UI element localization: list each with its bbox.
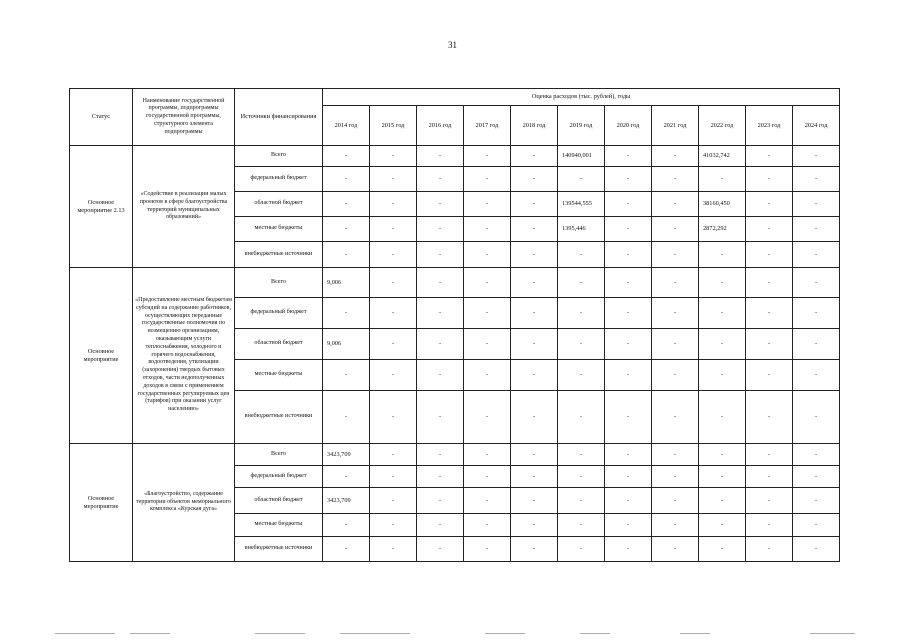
value-cell: - <box>699 268 746 298</box>
value-cell: 139544,555 <box>558 192 605 217</box>
funding-source-cell: федеральный бюджет <box>235 167 323 192</box>
header-year: 2015 год <box>370 106 417 146</box>
description-cell: «Благоустройство, содержание территории объектов мемориального комплекса «Курская дуга» <box>133 444 235 562</box>
funding-source-cell: внебюджетные источники <box>235 537 323 562</box>
value-cell: - <box>464 444 511 466</box>
value-cell: - <box>464 488 511 514</box>
value-cell: - <box>793 537 840 562</box>
value-cell: - <box>746 488 793 514</box>
value-cell: - <box>323 146 370 167</box>
value-cell: - <box>793 329 840 360</box>
status-cell: Основное мероприятие 2.13 <box>70 146 133 268</box>
value-cell: - <box>323 167 370 192</box>
value-cell: - <box>793 466 840 488</box>
value-cell: - <box>652 329 699 360</box>
status-cell: Основное мероприятие <box>70 268 133 444</box>
value-cell: - <box>793 444 840 466</box>
value-cell: - <box>746 217 793 242</box>
funding-source-cell: внебюджетные источники <box>235 242 323 268</box>
value-cell: - <box>793 167 840 192</box>
value-cell: - <box>417 298 464 329</box>
value-cell: - <box>417 391 464 444</box>
value-cell: - <box>605 217 652 242</box>
value-cell: - <box>464 217 511 242</box>
value-cell: - <box>323 192 370 217</box>
value-cell: - <box>464 391 511 444</box>
header-year: 2014 год <box>323 106 370 146</box>
header-year: 2021 год <box>652 106 699 146</box>
value-cell: - <box>699 514 746 537</box>
value-cell: - <box>605 444 652 466</box>
value-cell: - <box>511 268 558 298</box>
value-cell: - <box>511 360 558 391</box>
value-cell: - <box>417 167 464 192</box>
value-cell: - <box>746 298 793 329</box>
header-year: 2020 год <box>605 106 652 146</box>
value-cell: - <box>605 391 652 444</box>
value-cell: 3423,709 <box>323 488 370 514</box>
value-cell: - <box>511 391 558 444</box>
table-row <box>70 444 840 466</box>
header-year: 2022 год <box>699 106 746 146</box>
value-cell: - <box>652 242 699 268</box>
value-cell: 3423,709 <box>323 444 370 466</box>
value-cell: - <box>464 298 511 329</box>
table-body <box>70 146 840 562</box>
value-cell: - <box>370 217 417 242</box>
value-cell: - <box>417 146 464 167</box>
value-cell: - <box>605 329 652 360</box>
value-cell: - <box>793 514 840 537</box>
value-cell: - <box>558 514 605 537</box>
value-cell: - <box>793 391 840 444</box>
value-cell: - <box>605 167 652 192</box>
value-cell: - <box>699 242 746 268</box>
value-cell: - <box>417 268 464 298</box>
value-cell: - <box>793 488 840 514</box>
value-cell: - <box>511 444 558 466</box>
funding-source-cell: Всего <box>235 268 323 298</box>
header-program-name: Наименование государственной программы, подпрограммы государственной программы, структурного элемента подпрограммы <box>133 89 235 146</box>
value-cell: - <box>746 192 793 217</box>
value-cell: - <box>699 488 746 514</box>
value-cell: - <box>511 329 558 360</box>
value-cell: - <box>511 466 558 488</box>
value-cell: - <box>464 167 511 192</box>
value-cell: - <box>464 466 511 488</box>
value-cell: - <box>370 146 417 167</box>
value-cell: - <box>652 298 699 329</box>
value-cell: - <box>370 488 417 514</box>
value-cell: - <box>605 242 652 268</box>
value-cell: - <box>652 167 699 192</box>
value-cell: - <box>605 192 652 217</box>
value-cell: - <box>558 298 605 329</box>
value-cell: - <box>793 298 840 329</box>
value-cell: - <box>464 146 511 167</box>
value-cell: - <box>417 488 464 514</box>
value-cell: - <box>370 360 417 391</box>
funding-source-cell: местные бюджеты <box>235 217 323 242</box>
value-cell: - <box>699 444 746 466</box>
value-cell: - <box>558 537 605 562</box>
value-cell: - <box>370 167 417 192</box>
value-cell: - <box>323 217 370 242</box>
value-cell: - <box>370 242 417 268</box>
value-cell: - <box>417 329 464 360</box>
value-cell: - <box>558 360 605 391</box>
value-cell: - <box>370 391 417 444</box>
value-cell: - <box>652 360 699 391</box>
funding-source-cell: Всего <box>235 444 323 466</box>
value-cell: - <box>464 537 511 562</box>
value-cell: - <box>511 537 558 562</box>
value-cell: - <box>699 329 746 360</box>
value-cell: - <box>605 146 652 167</box>
value-cell: - <box>417 514 464 537</box>
value-cell: - <box>605 514 652 537</box>
value-cell: - <box>370 466 417 488</box>
value-cell: - <box>746 329 793 360</box>
description-cell: «Предоставление местным бюджетам субсидий на содержание работников, осуществляющих переданные государственные полномочия по возмещению организациям, оказывающим услуги теплоснабжения, холодного и горячего водоснабжения, водоотведения, утилизации (захоронения) твердых бытовых отходов, части недополученных доходов в связи с применением государственных регулируемых цен (тарифов) при оказании услуг населению» <box>133 268 235 444</box>
value-cell: - <box>746 167 793 192</box>
header-status: Статус <box>70 89 133 146</box>
value-cell: - <box>605 268 652 298</box>
value-cell: - <box>417 360 464 391</box>
funding-source-cell: федеральный бюджет <box>235 298 323 329</box>
value-cell: 140940,001 <box>558 146 605 167</box>
value-cell: - <box>464 360 511 391</box>
value-cell: - <box>558 167 605 192</box>
header-sources: Источники финансирования <box>235 89 323 146</box>
value-cell: - <box>464 242 511 268</box>
value-cell: - <box>417 217 464 242</box>
value-cell: 2872,292 <box>699 217 746 242</box>
value-cell: - <box>370 268 417 298</box>
value-cell: - <box>652 488 699 514</box>
value-cell: - <box>699 298 746 329</box>
value-cell: - <box>511 514 558 537</box>
header-year: 2017 год <box>464 106 511 146</box>
value-cell: - <box>323 514 370 537</box>
value-cell: - <box>558 391 605 444</box>
funding-source-cell: местные бюджеты <box>235 360 323 391</box>
value-cell: - <box>511 298 558 329</box>
value-cell: - <box>652 514 699 537</box>
value-cell: - <box>605 360 652 391</box>
value-cell: - <box>511 242 558 268</box>
value-cell: - <box>417 444 464 466</box>
value-cell: 38160,450 <box>699 192 746 217</box>
value-cell: - <box>793 146 840 167</box>
value-cell: - <box>746 268 793 298</box>
header-year: 2016 год <box>417 106 464 146</box>
value-cell: 9,006 <box>323 268 370 298</box>
value-cell: - <box>746 360 793 391</box>
value-cell: - <box>511 488 558 514</box>
value-cell: - <box>699 391 746 444</box>
value-cell: - <box>605 298 652 329</box>
value-cell: - <box>746 466 793 488</box>
header-year: 2024 год <box>793 106 840 146</box>
value-cell: - <box>370 537 417 562</box>
value-cell: - <box>605 466 652 488</box>
value-cell: - <box>746 514 793 537</box>
value-cell: - <box>746 146 793 167</box>
value-cell: - <box>464 268 511 298</box>
value-cell: - <box>746 537 793 562</box>
value-cell: - <box>323 298 370 329</box>
value-cell: - <box>511 167 558 192</box>
value-cell: - <box>793 242 840 268</box>
value-cell: - <box>511 192 558 217</box>
value-cell: - <box>370 192 417 217</box>
value-cell: - <box>370 298 417 329</box>
table-row <box>70 268 840 298</box>
value-cell: - <box>652 192 699 217</box>
value-cell: - <box>370 444 417 466</box>
value-cell: - <box>699 537 746 562</box>
value-cell: - <box>652 444 699 466</box>
value-cell: - <box>746 444 793 466</box>
value-cell: - <box>793 360 840 391</box>
funding-source-cell: федеральный бюджет <box>235 466 323 488</box>
value-cell: - <box>605 488 652 514</box>
value-cell: - <box>417 466 464 488</box>
value-cell: - <box>793 192 840 217</box>
value-cell: - <box>464 514 511 537</box>
funding-source-cell: внебюджетные источники <box>235 391 323 444</box>
value-cell: 41032,742 <box>699 146 746 167</box>
value-cell: - <box>652 537 699 562</box>
value-cell: - <box>558 466 605 488</box>
header-year: 2019 год <box>558 106 605 146</box>
funding-source-cell: областной бюджет <box>235 488 323 514</box>
value-cell: - <box>323 466 370 488</box>
funding-source-cell: областной бюджет <box>235 329 323 360</box>
value-cell: - <box>652 217 699 242</box>
value-cell: - <box>323 360 370 391</box>
value-cell: - <box>652 268 699 298</box>
page-number: 31 <box>448 40 457 50</box>
value-cell: 1395,446 <box>558 217 605 242</box>
status-cell: Основное мероприятие <box>70 444 133 562</box>
scan-artifacts <box>40 633 870 636</box>
value-cell: - <box>323 242 370 268</box>
funding-source-cell: местные бюджеты <box>235 514 323 537</box>
value-cell: - <box>370 329 417 360</box>
value-cell: - <box>605 537 652 562</box>
header-year: 2023 год <box>746 106 793 146</box>
value-cell: - <box>558 242 605 268</box>
value-cell: - <box>558 488 605 514</box>
budget-table <box>69 88 840 562</box>
table-row <box>70 146 840 167</box>
value-cell: - <box>699 466 746 488</box>
value-cell: - <box>464 192 511 217</box>
value-cell: - <box>417 192 464 217</box>
value-cell: - <box>417 537 464 562</box>
description-cell: «Содействие в реализации малых проектов в сфере благоустройства территорий муниципальных образований» <box>133 146 235 268</box>
header-estimate: Оценка расходов (тыс. рублей), годы <box>323 89 840 106</box>
value-cell: - <box>699 360 746 391</box>
header-year: 2018 год <box>511 106 558 146</box>
value-cell: - <box>699 167 746 192</box>
value-cell: - <box>417 242 464 268</box>
funding-source-cell: областной бюджет <box>235 192 323 217</box>
value-cell: - <box>793 268 840 298</box>
value-cell: - <box>652 466 699 488</box>
value-cell: - <box>652 391 699 444</box>
value-cell: - <box>558 444 605 466</box>
value-cell: - <box>323 537 370 562</box>
value-cell: - <box>793 217 840 242</box>
value-cell: - <box>511 146 558 167</box>
value-cell: - <box>652 146 699 167</box>
funding-source-cell: Всего <box>235 146 323 167</box>
value-cell: - <box>511 217 558 242</box>
value-cell: - <box>558 268 605 298</box>
value-cell: - <box>558 329 605 360</box>
value-cell: - <box>323 391 370 444</box>
value-cell: - <box>746 242 793 268</box>
value-cell: - <box>746 391 793 444</box>
value-cell: - <box>464 329 511 360</box>
value-cell: 9,006 <box>323 329 370 360</box>
value-cell: - <box>370 514 417 537</box>
